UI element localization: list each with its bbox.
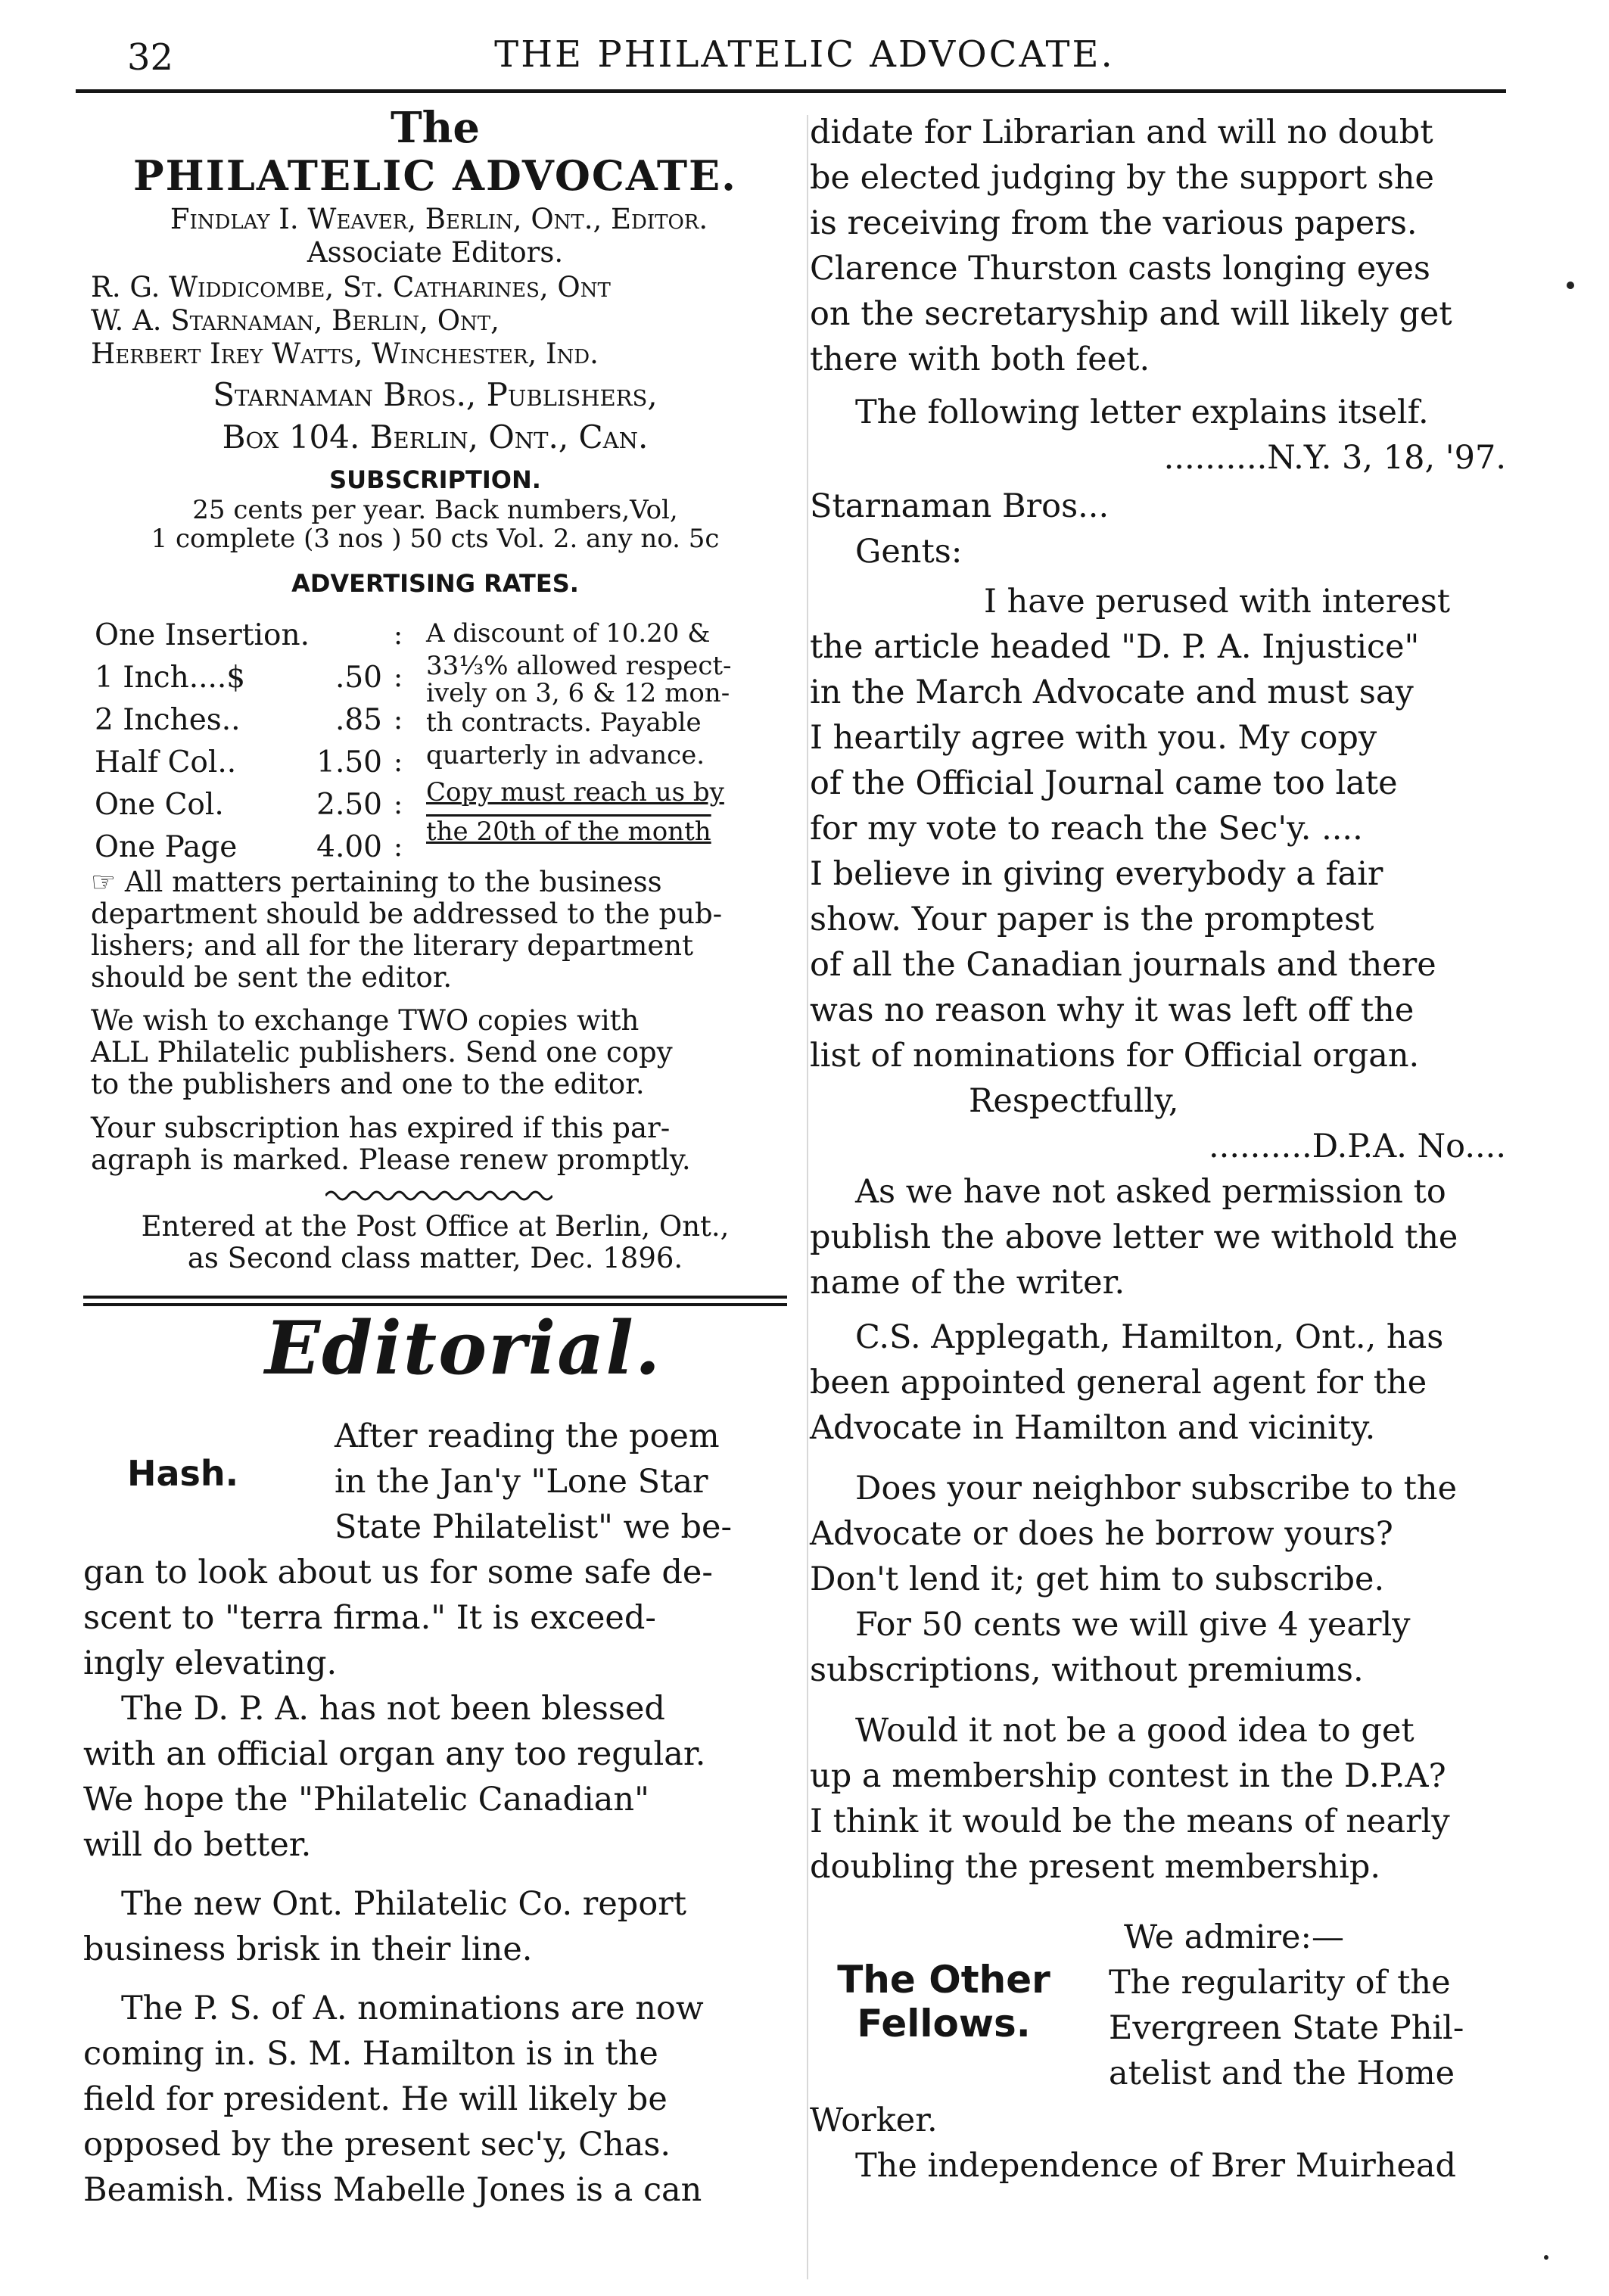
text-line: Advocate in Hamilton and vicinity. xyxy=(810,1409,1376,1447)
text-line: up a membership contest in the D.P.A? xyxy=(810,1757,1446,1795)
terms-line: 33⅓% allowed respect- xyxy=(426,651,732,681)
text-line: publish the above letter we withold the xyxy=(810,1218,1458,1256)
editorial-heading: Editorial. xyxy=(265,1305,662,1391)
section-rule xyxy=(83,1296,787,1299)
text-line: Worker. xyxy=(810,2102,938,2139)
editor-line: Findlay I. Weaver, Berlin, Ont., Editor. xyxy=(170,203,708,235)
advertising-heading: ADVERTISING RATES. xyxy=(291,569,579,598)
text-line: As we have not asked permission to xyxy=(855,1173,1446,1211)
text-line: opposed by the present sec'y, Chas. xyxy=(83,2126,671,2164)
terms-line: ively on 3, 6 & 12 mon- xyxy=(426,678,730,708)
text-line: coming in. S. M. Hamilton is in the xyxy=(83,2035,658,2073)
column-divider xyxy=(807,115,808,2279)
terms-line: the 20th of the month xyxy=(426,817,711,847)
text-line: for my vote to reach the Sec'y. .... xyxy=(810,810,1363,848)
other-fellows-lines xyxy=(1109,1915,1506,2096)
terms-line: quarterly in advance. xyxy=(426,740,705,770)
text-line: Beamish. Miss Mabelle Jones is a can xyxy=(83,2171,702,2209)
header-rule xyxy=(76,89,1506,93)
text-line: We admire:— xyxy=(1124,1918,1344,1956)
address-line: Box 104. Berlin, Ont., Can. xyxy=(222,418,649,456)
text-line: State Philatelist" we be- xyxy=(335,1508,732,1546)
rate-price: .50 xyxy=(335,661,382,695)
subscription-line-1: 25 cents per year. Back numbers,Vol, xyxy=(192,495,678,525)
text-line: Starnaman Bros... xyxy=(810,487,1109,525)
notice-line: lishers; and all for the literary department xyxy=(91,929,693,962)
rate-label: One Insertion. xyxy=(95,618,310,652)
rate-row xyxy=(95,657,397,699)
column-two-tail xyxy=(810,2098,1506,2189)
notice-line: should be sent the editor. xyxy=(91,961,453,994)
rate-row xyxy=(95,699,397,742)
text-line: is receiving from the various papers. xyxy=(810,204,1418,242)
notice-line: as Second class matter, Dec. 1896. xyxy=(187,1242,683,1274)
text-line: I heartily agree with you. My copy xyxy=(810,719,1377,757)
text-line: business brisk in their line. xyxy=(83,1930,533,1968)
text-line: Don't lend it; get him to subscribe. xyxy=(810,1560,1385,1598)
text-line: didate for Librarian and will no doubt xyxy=(810,114,1433,151)
text-line: be elected judging by the support she xyxy=(810,159,1434,197)
rate-price: 4.00 xyxy=(316,830,382,864)
text-line: was no reason why it was left off the xyxy=(810,991,1414,1029)
rate-price: 2.50 xyxy=(316,788,382,822)
text-line: the article headed "D. P. A. Injustice" xyxy=(810,628,1420,666)
publishers-line: Starnaman Bros., Publishers, xyxy=(213,376,658,413)
rate-row xyxy=(95,742,397,784)
rate-row xyxy=(95,826,397,869)
column-two-body xyxy=(810,110,1506,1890)
text-line: For 50 cents we will give 4 yearly xyxy=(855,1606,1411,1644)
text-line: subscriptions, without premiums. xyxy=(810,1651,1364,1689)
text-line: The D. P. A. has not been blessed xyxy=(121,1690,665,1728)
rate-label: One Col. xyxy=(95,788,224,822)
notice-line: to the publishers and one to the editor. xyxy=(91,1068,645,1100)
text-line: atelist and the Home xyxy=(1109,2055,1455,2092)
terms-line: th contracts. Payable xyxy=(426,708,702,738)
print-speck xyxy=(1544,2255,1548,2260)
text-line: The independence of Brer Muirhead xyxy=(855,2147,1457,2185)
terms-line: Copy must reach us by xyxy=(426,777,724,807)
text-line: I have perused with interest xyxy=(984,583,1451,621)
rate-label: One Page xyxy=(95,830,238,864)
text-line: in the Jan'y "Lone Star xyxy=(335,1463,708,1501)
text-line: of all the Canadian journals and there xyxy=(810,946,1436,984)
rates-colons xyxy=(394,614,403,869)
rate-row xyxy=(95,784,397,826)
text-line: been appointed general agent for the xyxy=(810,1364,1427,1402)
rate-price: 1.50 xyxy=(316,745,382,779)
notice-line: ALL Philatelic publishers. Send one copy xyxy=(91,1036,673,1069)
rate-label: 1 Inch....$ xyxy=(95,661,246,695)
colon: : xyxy=(394,620,403,651)
notice-line: Entered at the Post Office at Berlin, Ont., xyxy=(141,1210,730,1243)
text-line: Would it not be a good idea to get xyxy=(855,1712,1414,1750)
entered-notice xyxy=(91,1211,780,1274)
text-line: Respectfully, xyxy=(969,1082,1179,1120)
text-line: doubling the present membership. xyxy=(810,1848,1381,1886)
rate-row xyxy=(95,614,397,657)
associate-3: Herbert Irey Watts, Winchester, Ind. xyxy=(91,338,599,370)
notice-line: We wish to exchange TWO copies with xyxy=(91,1004,640,1037)
text-line: name of the writer. xyxy=(810,1264,1125,1302)
notice-line: agraph is marked. Please renew promptly. xyxy=(91,1143,691,1176)
notice-line: department should be addressed to the pub- xyxy=(91,898,723,930)
text-line: with an official organ any too regular. xyxy=(83,1735,706,1773)
colon: : xyxy=(394,662,403,693)
text-line: ..........N.Y. 3, 18, '97. xyxy=(1163,439,1506,477)
masthead-title: PHILATELIC ADVOCATE. xyxy=(133,151,737,200)
text-line: C.S. Applegath, Hamilton, Ont., has xyxy=(855,1318,1444,1356)
text-line: in the March Advocate and must say xyxy=(810,674,1414,711)
rate-price: .85 xyxy=(335,703,382,737)
text-line: I believe in giving everybody a fair xyxy=(810,855,1383,893)
colon: : xyxy=(394,832,403,863)
expired-notice xyxy=(91,1112,780,1176)
wavy-divider xyxy=(325,1188,552,1203)
associate-2: W. A. Starnaman, Berlin, Ont, xyxy=(91,304,500,337)
label-line: Fellows. xyxy=(857,2002,1031,2046)
associate-1: R. G. Widdicombe, St. Catharines, Ont xyxy=(91,271,611,303)
text-line: The P. S. of A. nominations are now xyxy=(121,1990,704,2027)
notice-line: ☞ All matters pertaining to the business xyxy=(91,866,662,898)
rates-terms xyxy=(426,614,782,851)
text-line: I think it would be the means of nearly xyxy=(810,1803,1450,1840)
running-title: THE PHILATELIC ADVOCATE. xyxy=(494,33,1115,76)
text-line: list of nominations for Official organ. xyxy=(810,1037,1420,1075)
text-line: on the secretaryship and will likely get xyxy=(810,295,1452,333)
text-line: scent to "terra firma." It is exceed- xyxy=(83,1599,656,1637)
text-line: Gents: xyxy=(855,533,963,571)
colon: : xyxy=(394,789,403,820)
text-line: After reading the poem xyxy=(335,1417,720,1455)
text-line: field for president. He will likely be xyxy=(83,2080,668,2118)
terms-line: A discount of 10.20 & xyxy=(426,618,711,649)
text-line: there with both feet. xyxy=(810,341,1150,378)
text-line: The regularity of the xyxy=(1109,1964,1451,2002)
other-fellows-label xyxy=(811,1958,1076,2046)
text-line: ingly elevating. xyxy=(83,1644,338,1682)
text-line: will do better. xyxy=(83,1826,312,1864)
text-line: gan to look about us for some safe de- xyxy=(83,1554,713,1591)
editorial-body xyxy=(83,1550,787,2213)
notice-line: Your subscription has expired if this par- xyxy=(91,1112,671,1144)
text-line: Clarence Thurston casts longing eyes xyxy=(810,250,1430,288)
subscription-line-2: 1 complete (3 nos ) 50 cts Vol. 2. any no. 5c xyxy=(151,524,720,554)
associate-heading: Associate Editors. xyxy=(307,236,564,269)
hash-lines xyxy=(335,1414,732,1550)
subscription-heading: SUBSCRIPTION. xyxy=(329,465,541,494)
masthead-the: The xyxy=(390,103,480,153)
rate-label: Half Col.. xyxy=(95,745,237,779)
colon: : xyxy=(394,705,403,736)
page-number: 32 xyxy=(127,36,174,79)
text-line: The following letter explains itself. xyxy=(855,394,1429,431)
rate-label: 2 Inches.. xyxy=(95,703,241,737)
print-speck xyxy=(1567,282,1574,289)
exchange-notice xyxy=(91,1005,780,1100)
colon: : xyxy=(394,747,403,778)
text-line: Does your neighbor subscribe to the xyxy=(855,1470,1458,1507)
rates-table xyxy=(95,614,397,869)
text-line: The new Ont. Philatelic Co. report xyxy=(121,1885,687,1923)
text-line: ..........D.P.A. No.... xyxy=(1208,1128,1506,1165)
hash-label: Hash. xyxy=(127,1453,239,1494)
text-line: Evergreen State Phil- xyxy=(1109,2009,1464,2047)
text-line: of the Official Journal came too late xyxy=(810,764,1398,802)
text-line: show. Your paper is the promptest xyxy=(810,901,1374,938)
text-line: We hope the "Philatelic Canadian" xyxy=(83,1781,649,1818)
business-notice xyxy=(91,866,780,994)
label-line: The Other xyxy=(837,1958,1050,2002)
text-line: Advocate or does he borrow yours? xyxy=(810,1515,1393,1553)
